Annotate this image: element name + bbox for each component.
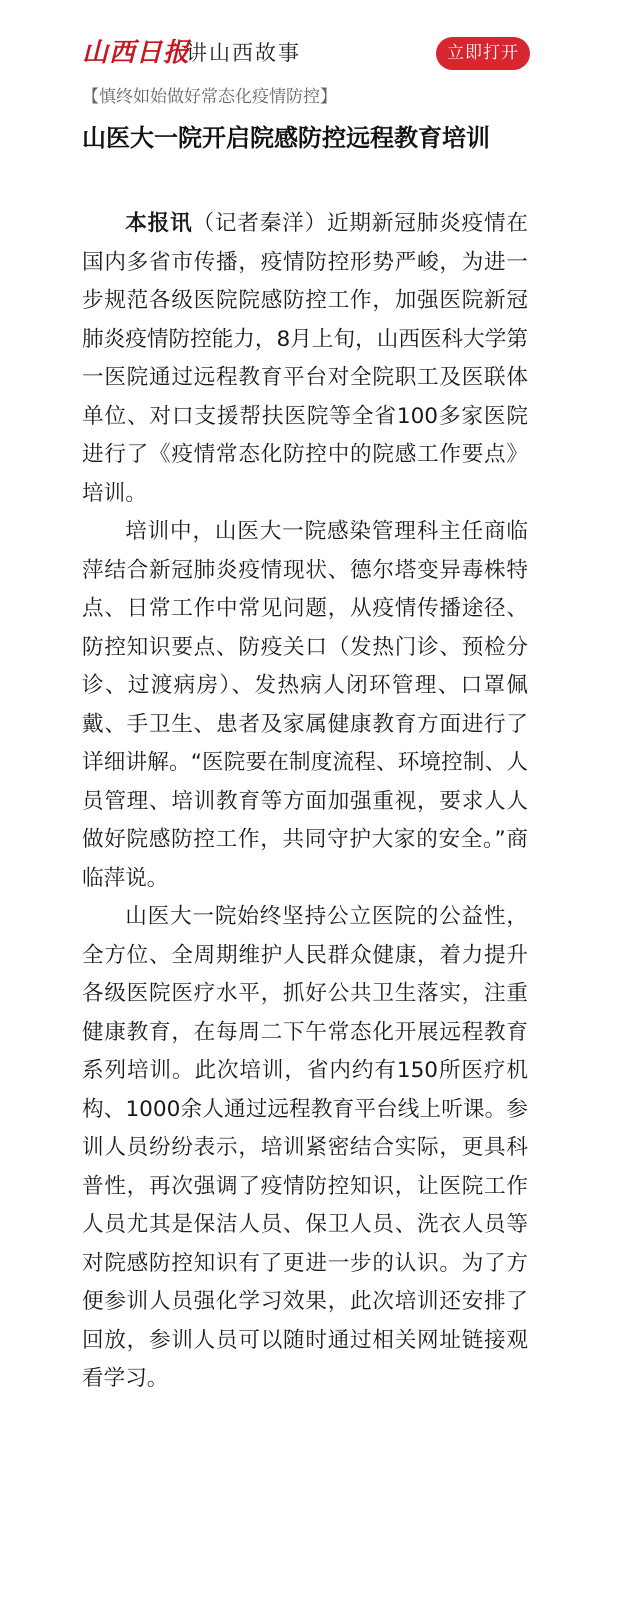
topic-tag[interactable]: 【慎终如始做好常态化疫情防控】 <box>82 87 337 107</box>
header-slogan: 讲山西故事 <box>186 41 301 65</box>
article-paragraph: 山医大一院始终坚持公立医院的公益性，全方位、全周期维护人民群众健康，着力提升各级医院医疗水平，抓好公共卫生落实，注重健康教育，在每周二下午常态化开展远程教育系列培训。此次培训，省内约有150所医疗机构、1000余人通过远程教育平台线上听课。参训人员纷纷表示，培训紧密结合实际，更具科普性，再次强调了疫情防控知识，让医院工作人员尤其是保洁人员、保卫人员、洗衣人员等对院感防控知识有了更进一步的认识。为了方便参训人员强化学习效果，此次培训还安排了回放，参训人员可以随时通过相关网址链接观看学习。 <box>82 904 528 1391</box>
open-in-app-button[interactable]: 立即打开 <box>436 37 530 70</box>
article-body <box>82 205 528 1399</box>
newspaper-logo: 山西日报 <box>82 38 191 68</box>
article-paragraph: 培训中，山医大一院感染管理科主任商临萍结合新冠肺炎疫情现状、德尔塔变异毒株特点、日常工作中常见问题，从疫情传播途径、防控知识要点、防疫关口（发热门诊、预检分诊、过渡病房）、发热病人闭环管理、口罩佩戴、手卫生、患者及家属健康教育方面进行了详细讲解。“医院要在制度流程、环境控制、人员管理、培训教育等方面加强重视，要求人人做好院感防控工作，共同守护大家的安全。”商临萍说。 <box>82 519 528 891</box>
paragraph-text: （记者秦洋）近期新冠肺炎疫情在国内多省市传播，疫情防控形势严峻，为进一步规范各级医院院感防控工作，加强医院新冠肺炎疫情防控能力，8月上旬，山西医科大学第一医院通过远程教育平台对全院职工及医联体单位、对口支援帮扶医院等全省100多家医院进行了《疫情常态化防控中的院感工作要点》培训。 <box>82 211 528 506</box>
article-title: 山医大一院开启院感防控远程教育培训 <box>82 124 490 152</box>
article-paragraph <box>82 205 528 513</box>
app-top-bar <box>0 0 621 88</box>
lead-label: 本报讯 <box>125 211 193 236</box>
